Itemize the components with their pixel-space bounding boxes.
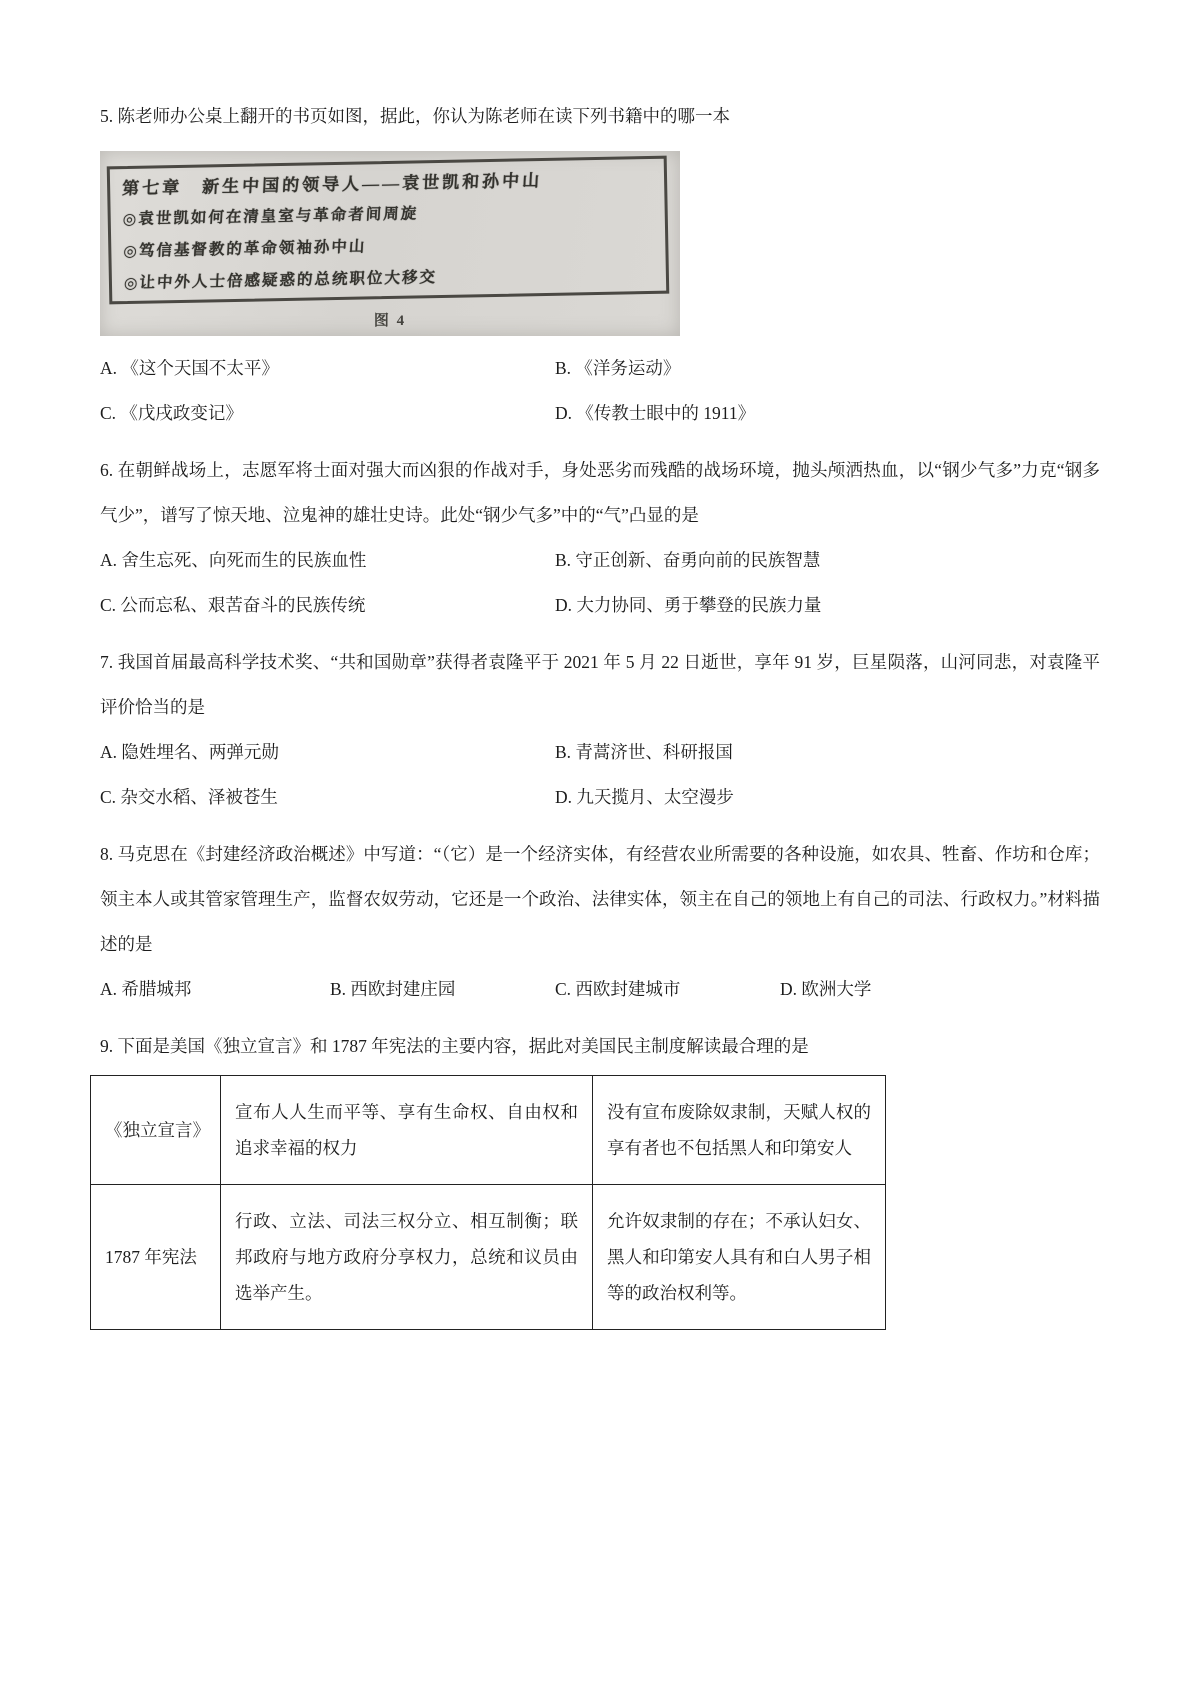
table-cell-limitation: 没有宣布废除奴隶制，天赋人权的享有者也不包括黑人和印第安人: [593, 1076, 886, 1185]
question-6-option-c: C. 公而忘私、艰苦奋斗的民族传统: [100, 595, 366, 615]
question-8-option-c: C. 西欧封建城市: [555, 979, 681, 999]
question-8-option-d: D. 欧洲大学: [780, 979, 872, 999]
figure-chapter-title: 第七章 新生中国的领导人——袁世凯和孙中山: [121, 171, 543, 199]
question-9: [100, 1024, 1100, 1330]
table-cell-content: 行政、立法、司法三权分立、相互制衡；联邦政府与地方政府分享权力，总统和议员由选举产生。: [221, 1185, 593, 1330]
table-cell-label: 《独立宣言》: [91, 1076, 221, 1185]
question-8-option-b: B. 西欧封建庄园: [330, 979, 456, 999]
question-8: [100, 832, 1100, 1012]
question-6: [100, 448, 1100, 628]
table-cell-content: 宣布人人生而平等、享有生命权、自由权和追求幸福的权力: [221, 1076, 593, 1185]
comparison-table: [90, 1075, 886, 1330]
question-7-option-d: D. 九天揽月、太空漫步: [555, 787, 734, 807]
question-7-stem: 7. 我国首届最高科学技术奖、“共和国勋章”获得者袁隆平于 2021 年 5 月 22 日逝世，享年 91 岁，巨星陨落，山河同悲，对袁隆平评价恰当的是: [100, 652, 1100, 717]
question-5-figure: [100, 151, 680, 336]
figure-bullet: ◎袁世凯如何在清皇室与革命者间周旋: [122, 205, 419, 229]
book-page-frame: [107, 156, 670, 305]
question-7-option-a: A. 隐姓埋名、两弹元勋: [100, 742, 279, 762]
question-7-options-row-1: [100, 730, 1100, 775]
question-8-options-row: [100, 967, 1100, 1012]
question-6-option-d: D. 大力协同、勇于攀登的民族力量: [555, 595, 822, 615]
question-5-option-c: C. 《戊戌政变记》: [100, 403, 243, 423]
question-8-option-a: A. 希腊城邦: [100, 979, 192, 999]
question-5-stem: 5. 陈老师办公桌上翻开的书页如图，据此，你认为陈老师在读下列书籍中的哪一本: [100, 106, 730, 126]
question-6-options-row-2: [100, 583, 1100, 628]
question-5: [100, 94, 1100, 436]
question-7-option-c: C. 杂交水稻、泽被苍生: [100, 787, 278, 807]
question-8-stem: 8. 马克思在《封建经济政治概述》中写道：“（它）是一个经济实体，有经营农业所需要的各种设施，如农具、牲畜、作坊和仓库；领主本人或其管家管理生产，监督农奴劳动，它还是一个政治、法律实体，领主在自己的领地上有自己的司法、行政权力。”材料描述的是: [100, 844, 1100, 954]
question-7: [100, 640, 1100, 820]
question-5-options-row-1: [100, 346, 1100, 391]
question-7-options-row-2: [100, 775, 1100, 820]
table-cell-limitation: 允许奴隶制的存在；不承认妇女、黑人和印第安人具有和白人男子相等的政治权利等。: [593, 1185, 886, 1330]
question-5-option-a: A. 《这个天国不太平》: [100, 358, 279, 378]
table-cell-label: 1787 年宪法: [91, 1185, 221, 1330]
table-row-constitution: [91, 1185, 886, 1330]
question-6-option-b: B. 守正创新、奋勇向前的民族智慧: [555, 550, 821, 570]
question-5-options-row-2: [100, 391, 1100, 436]
question-9-stem: 9. 下面是美国《独立宣言》和 1787 年宪法的主要内容，据此对美国民主制度解读最合理的是: [100, 1036, 809, 1056]
figure-caption: 图 4: [373, 313, 407, 329]
question-6-option-a: A. 舍生忘死、向死而生的民族血性: [100, 550, 367, 570]
question-5-option-b: B. 《洋务运动》: [555, 358, 681, 378]
question-6-options-row-1: [100, 538, 1100, 583]
figure-bullet: ◎让中外人士倍感疑惑的总统职位大移交: [123, 269, 438, 293]
question-7-option-b: B. 青蒿济世、科研报国: [555, 742, 733, 762]
question-5-option-d: D. 《传教士眼中的 1911》: [555, 403, 756, 423]
question-6-stem: 6. 在朝鲜战场上，志愿军将士面对强大而凶狠的作战对手，身处恶劣而残酷的战场环境，抛头颅洒热血，以“钢少气多”力克“钢多气少”，谱写了惊天地、泣鬼神的雄壮史诗。此处“钢少气多”中的“气”凸显的是: [100, 460, 1100, 525]
figure-bullet: ◎笃信基督教的革命领袖孙中山: [122, 238, 367, 261]
table-row-declaration: [91, 1076, 886, 1185]
